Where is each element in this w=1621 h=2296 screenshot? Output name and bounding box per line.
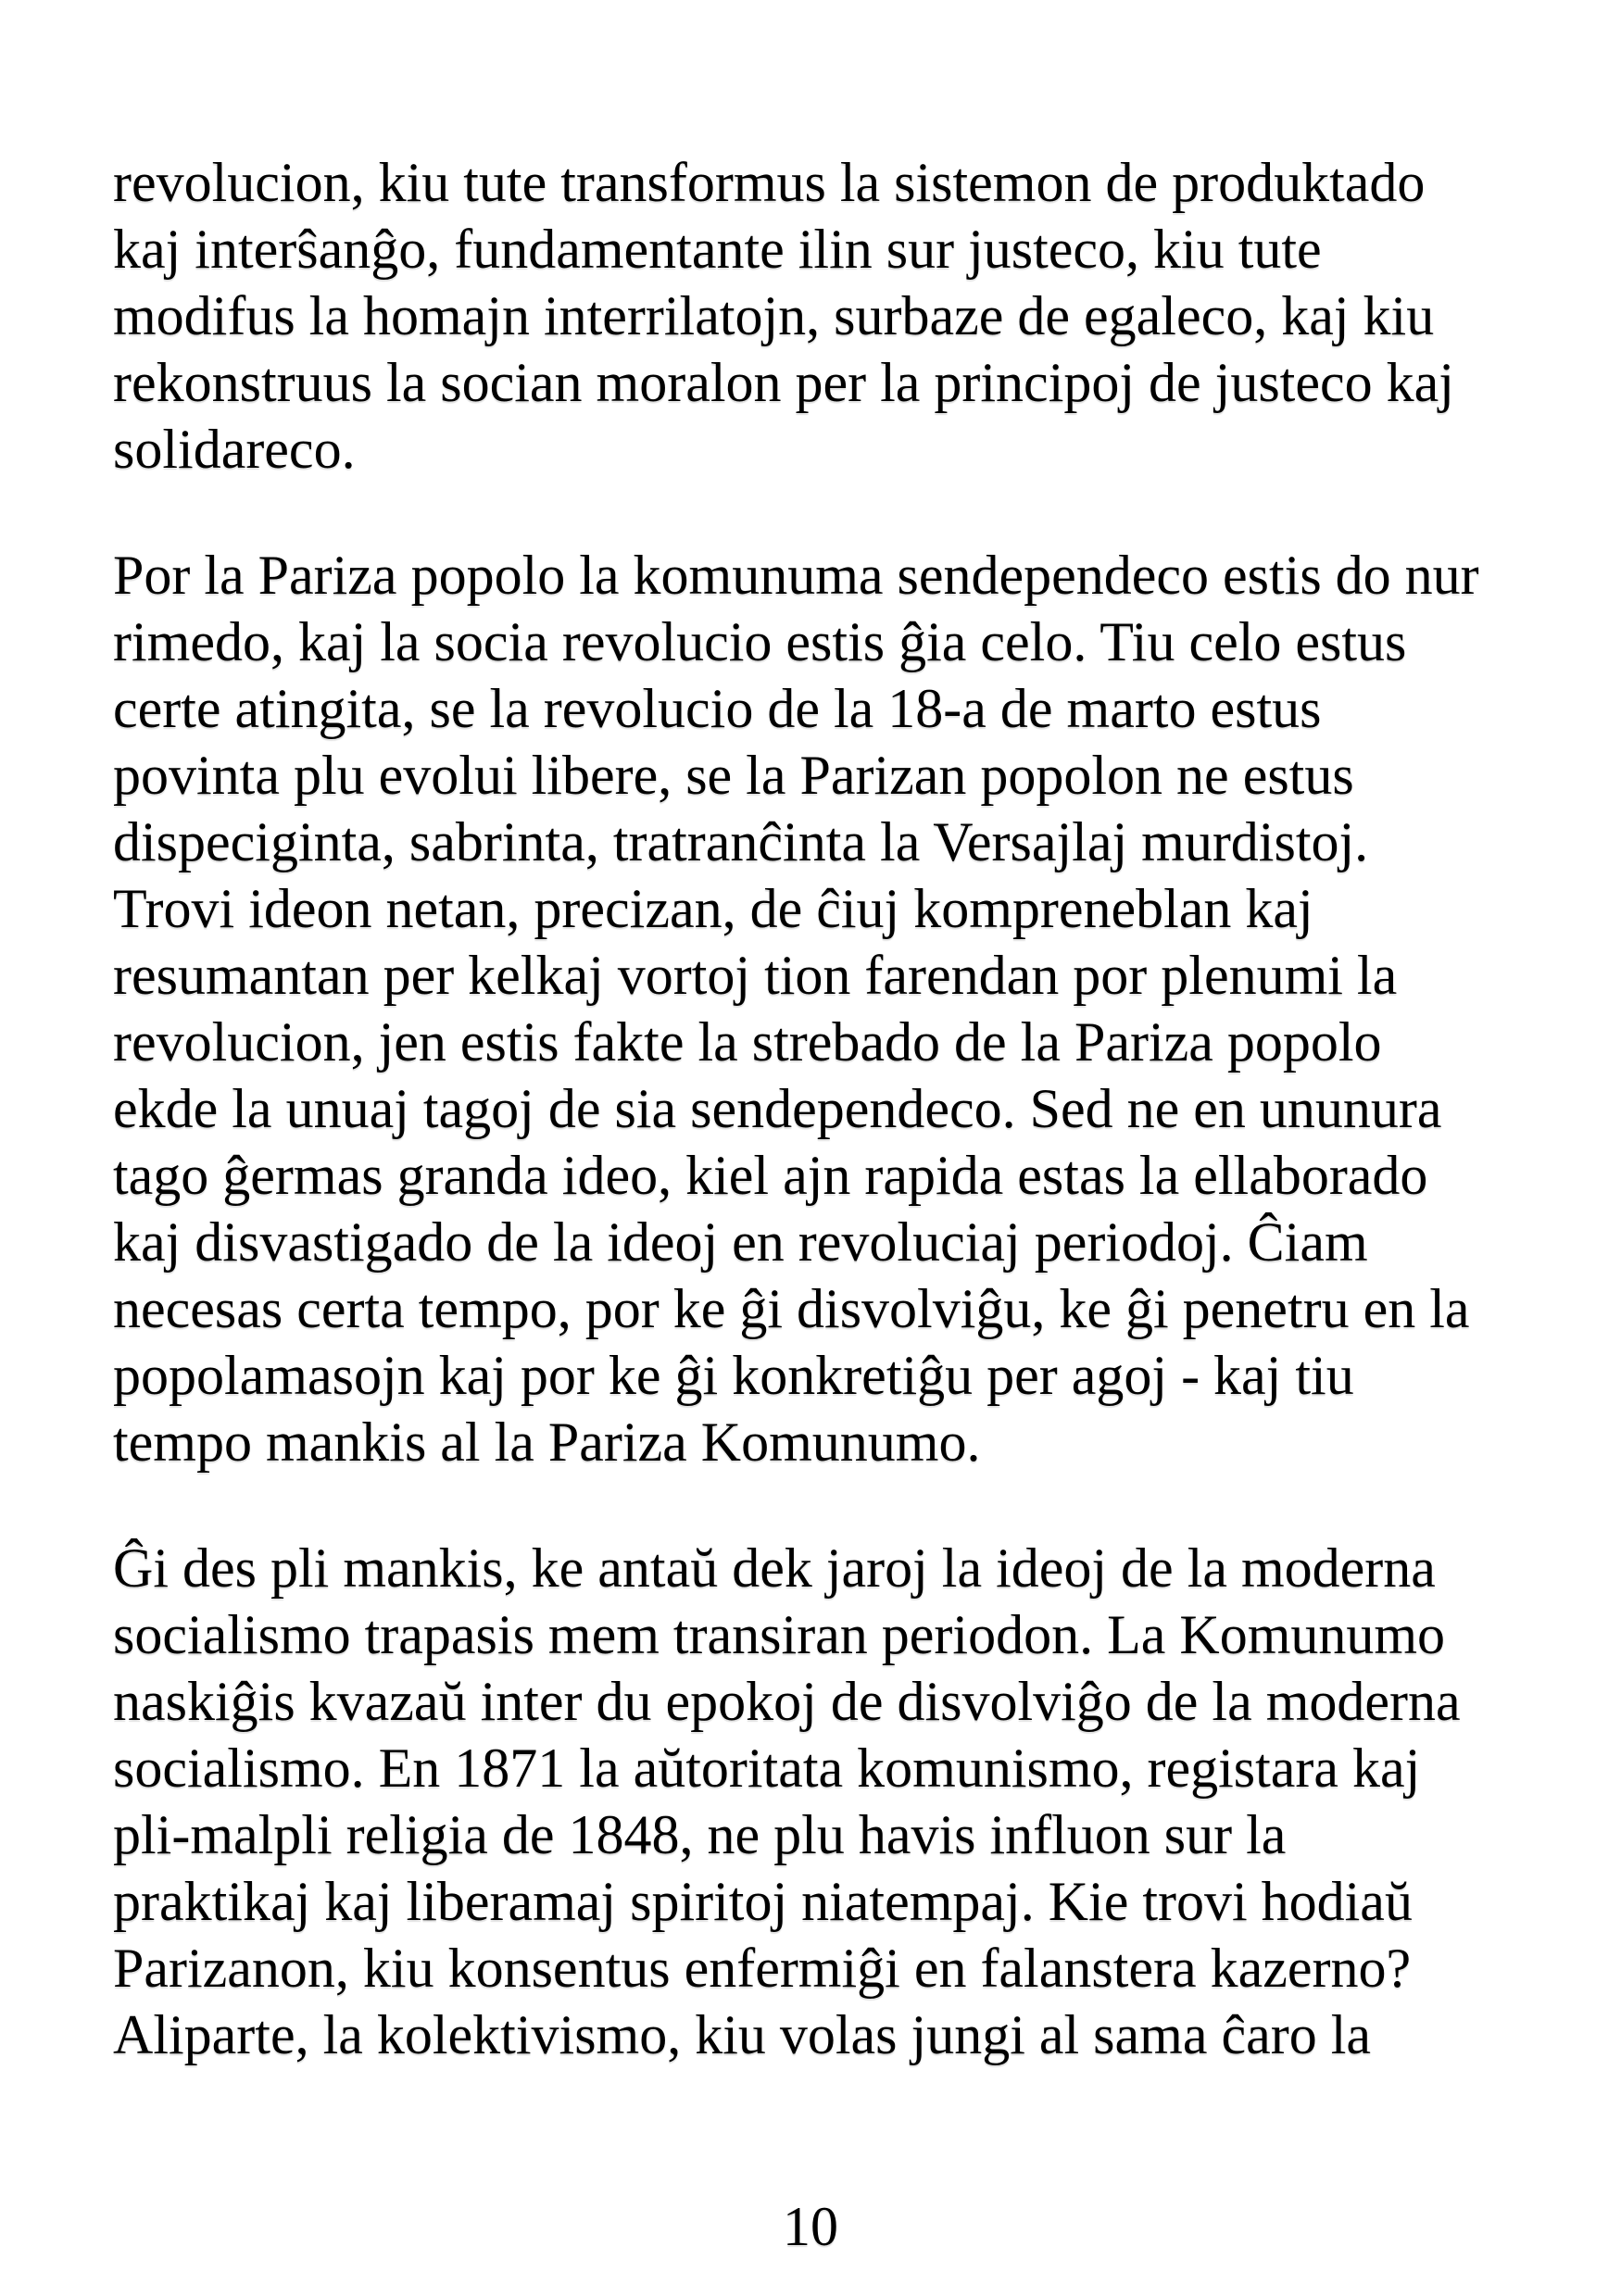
text-line: kaj interŝanĝo, fundamentante ilin sur justeco, kiu tute <box>113 219 1322 280</box>
text-line: modifus la homajn interrilatojn, surbaze de egaleco, kaj kiu <box>113 285 1435 346</box>
page-number: 10 <box>783 2196 838 2257</box>
text-line: resumantan per kelkaj vortoj tion farendan por plenumi la <box>113 945 1398 1006</box>
text-line: rimedo, kaj la socia revolucio estis ĝia celo. Tiu celo estus <box>113 611 1407 672</box>
text-line: necesas certa tempo, por ke ĝi disvolviĝu, ke ĝi penetru en la <box>113 1278 1470 1339</box>
text-line: praktikaj kaj liberamaj spiritoj niatempaj. Kie trovi hodiaŭ <box>113 1871 1413 1932</box>
text-line: revolucion, kiu tute transformus la sistemon de produktado <box>113 152 1426 213</box>
paragraph <box>113 1535 1521 2068</box>
text-line: tago ĝermas granda ideo, kiel ajn rapida estas la ellaborado <box>113 1145 1428 1206</box>
text-line: Ĝi des pli mankis, ke antaŭ dek jaroj la ideoj de la moderna <box>113 1537 1436 1599</box>
text-line: certe atingita, se la revolucio de la 18-a de marto estus <box>113 678 1322 739</box>
text-line: rekonstruus la socian moralon per la principoj de justeco kaj <box>113 352 1454 413</box>
paragraph <box>113 149 1521 483</box>
text-line: socialismo. En 1871 la aŭtoritata komunismo, registara kaj <box>113 1738 1421 1799</box>
text-line: solidareco. <box>113 419 356 480</box>
text-line: Parizanon, kiu konsentus enfermiĝi en falanstera kazerno? <box>113 1938 1412 1999</box>
text-line: dispeciginta, sabrinta, tratranĉinta la Versajlaj murdistoj. <box>113 811 1369 872</box>
text-line: Aliparte, la kolektivismo, kiu volas jungi al sama ĉaro la <box>113 2004 1371 2065</box>
body-text <box>113 149 1521 2068</box>
text-line: naskiĝis kvazaŭ inter du epokoj de disvolviĝo de la moderna <box>113 1671 1461 1732</box>
text-line: pli-malpli religia de 1848, ne plu havis influon sur la <box>113 1804 1287 1865</box>
text-line: Por la Pariza popolo la komunuma sendependeco estis do nur <box>113 545 1479 606</box>
text-line: Trovi ideon netan, precizan, de ĉiuj kompreneblan kaj <box>113 878 1313 939</box>
text-line: povinta plu evolui libere, se la Parizan popolon ne estus <box>113 745 1354 806</box>
text-line: ekde la unuaj tagoj de sia sendependeco. Sed ne en ununura <box>113 1078 1442 1139</box>
text-line: popolamasojn kaj por ke ĝi konkretiĝu per agoj - kaj tiu <box>113 1345 1354 1406</box>
text-line: tempo mankis al la Pariza Komunumo. <box>113 1411 981 1473</box>
text-line: socialismo trapasis mem transiran periodon. La Komunumo <box>113 1604 1446 1665</box>
text-line: kaj disvastigado de la ideoj en revoluciaj periodoj. Ĉiam <box>113 1211 1368 1273</box>
text-line: revolucion, jen estis fakte la strebado de la Pariza popolo <box>113 1011 1382 1073</box>
paragraph <box>113 542 1521 1475</box>
